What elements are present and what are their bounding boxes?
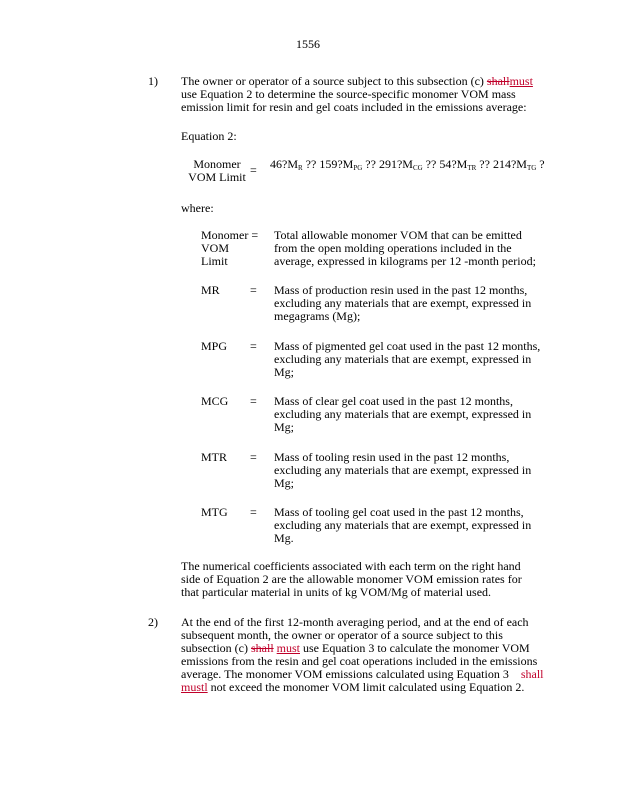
- item-1-text: [181, 75, 533, 114]
- definition-mcg-equals: =: [250, 394, 257, 408]
- deleted-shall-2: shall: [520, 667, 544, 681]
- item-2-line-6: mustl not exceed the monomer VOM limit calculated using Equation 2.: [181, 680, 525, 694]
- item-1-line-1: The owner or operator of a source subject to this subsection (c) shallmust: [181, 74, 533, 88]
- item-1-line-3: emission limit for resin and gel coats included in the emissions average:: [181, 100, 527, 114]
- definition-limit-desc: Total allowable monomer VOM that can be emitted from the open molding operations included in the average, expressed in kilograms per 12 -month period;: [274, 228, 536, 268]
- equation-equals: =: [250, 163, 257, 177]
- item-2-number: 2): [148, 615, 158, 629]
- inserted-mustl: mustl: [181, 680, 208, 694]
- definition-limit-term: Monomer = VOM Limit: [201, 228, 259, 268]
- item-2-line-4: emissions from the resin and gel coat operations included in the emissions: [181, 654, 538, 668]
- equation-lhs: Monomer VOM Limit: [188, 157, 246, 184]
- deleted-shall: shall: [486, 74, 510, 88]
- definition-mtr-desc: Mass of tooling resin used in the past 12 months, excluding any materials that are exempt, expressed in Mg;: [274, 450, 532, 490]
- item-2-line-3: subsection (c) shall must use Equation 3 to calculate the monomer VOM: [181, 641, 530, 655]
- definition-mtr-term: MTR: [201, 450, 228, 464]
- definition-mpg-desc: Mass of pigmented gel coat used in the past 12 months, excluding any materials that are exempt, expressed in Mg;: [274, 339, 541, 379]
- definition-mcg-desc: Mass of clear gel coat used in the past 12 months, excluding any materials that are exempt, expressed in Mg;: [274, 394, 532, 434]
- deleted-shall: shall: [250, 641, 274, 655]
- item-1-number: 1): [148, 74, 158, 88]
- definition-mr-desc: Mass of production resin used in the past 12 months, excluding any materials that are exempt, expressed in megagrams (Mg);: [274, 283, 532, 323]
- equation-label: Equation 2:: [181, 129, 237, 143]
- definition-mtg-equals: =: [250, 505, 257, 519]
- definition-mtg-desc: Mass of tooling gel coat used in the past 12 months, excluding any materials that are exempt, expressed in Mg.: [274, 505, 532, 545]
- definition-mr-equals: =: [250, 283, 257, 297]
- definition-mr-term: MR: [201, 283, 220, 297]
- definition-mcg-term: MCG: [201, 394, 229, 408]
- coefficients-note: The numerical coefficients associated with each term on the right hand side of Equation 2 are the allowable monomer VOM emission rates for that particular material in units of kg VOM/Mg of material used.: [181, 559, 522, 599]
- inserted-must: must: [509, 74, 533, 88]
- equation-rhs: $46?M_R$ ?? $159?M_{PG}$ ?? $291?M_{CG}$ ?? $54?M_{TR}$ ?? $214?M_{TG}$ ?: [270, 157, 545, 172]
- definition-mtg-term: MTG: [201, 505, 228, 519]
- item-2-text: [181, 616, 544, 694]
- page-number: 1556: [296, 37, 320, 51]
- where-label: where:: [181, 201, 214, 215]
- item-2-line-2: subsequent month, the owner or operator of a source subject to this: [181, 628, 503, 642]
- definition-mtr-equals: =: [250, 450, 257, 464]
- item-2-line-5: average. The monomer VOM emissions calculated using Equation 3 shall: [181, 667, 544, 681]
- item-2-line-1: At the end of the first 12-month averaging period, and at the end of each: [181, 615, 529, 629]
- inserted-must: must: [276, 641, 300, 655]
- item-1-line-2: use Equation 2 to determine the source-specific monomer VOM mass: [181, 87, 516, 101]
- definition-mpg-equals: =: [250, 339, 257, 353]
- definition-mpg-term: MPG: [201, 339, 228, 353]
